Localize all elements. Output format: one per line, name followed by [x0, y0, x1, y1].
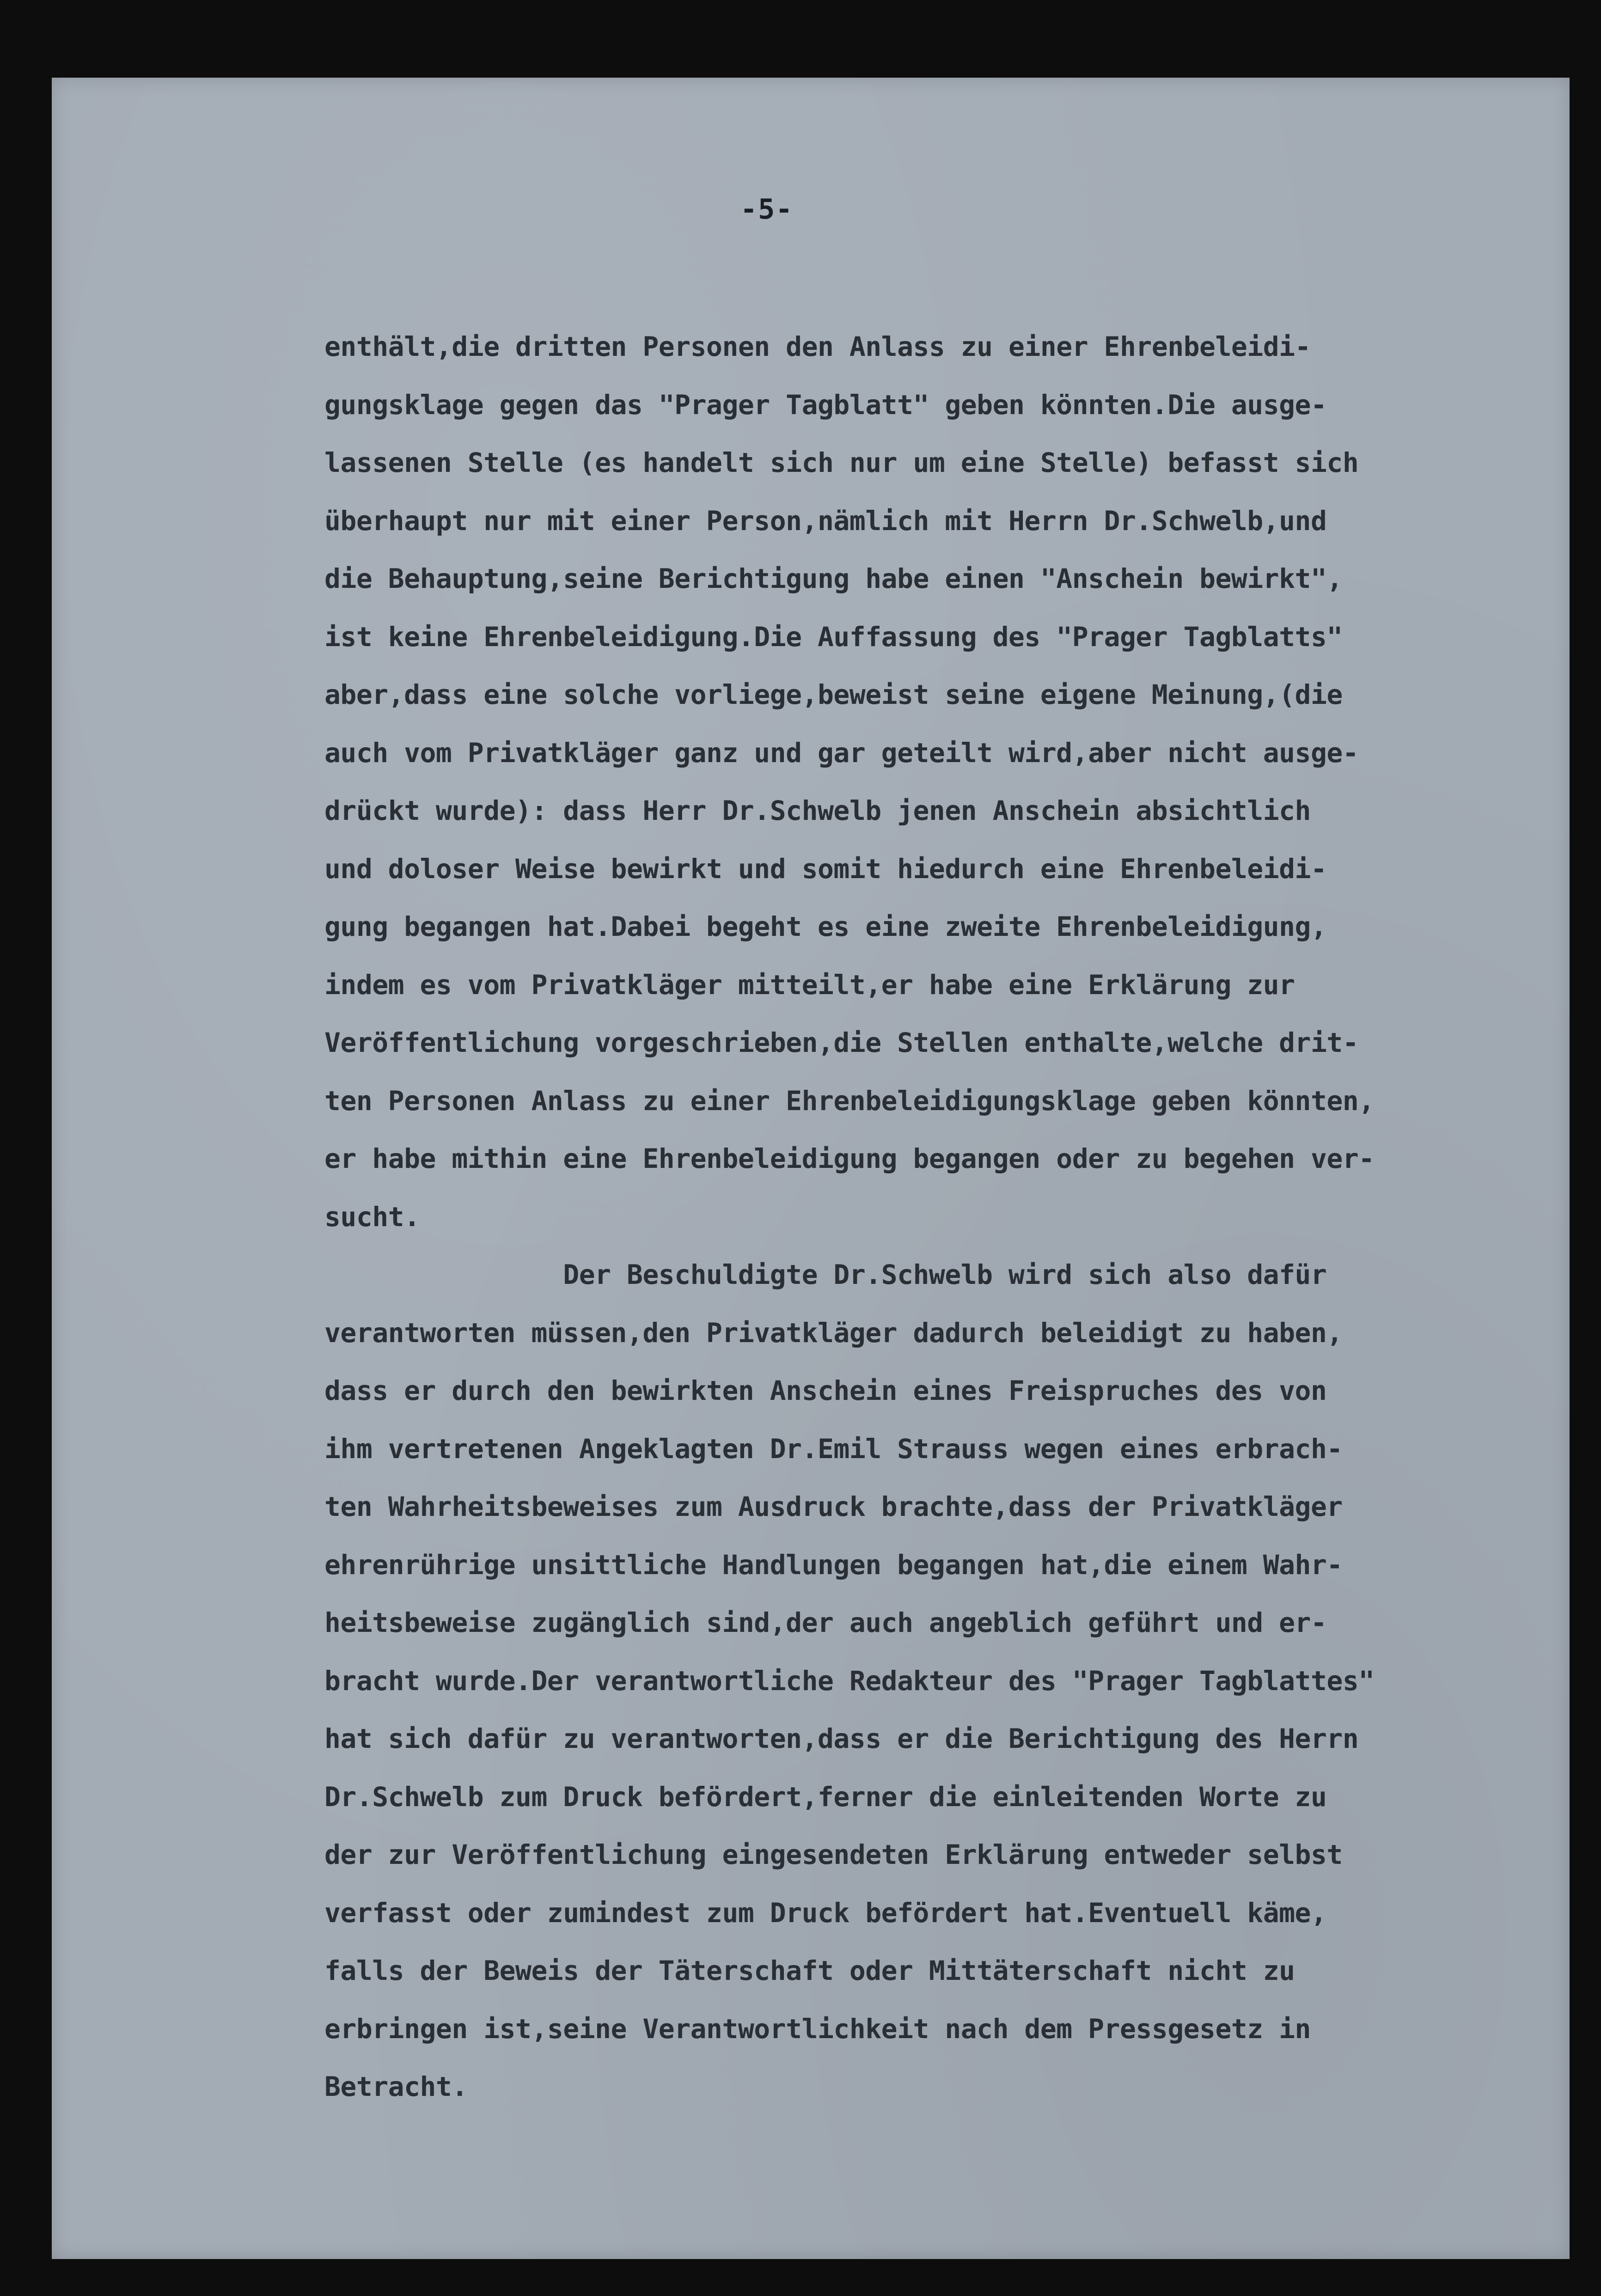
body-text: [324, 318, 1572, 2116]
text-line: er habe mithin eine Ehrenbeleidigung begangen oder zu begehen ver-: [324, 1143, 1375, 1174]
text-line: ihm vertretenen Angeklagten Dr.Emil Strauss wegen eines erbrach-: [324, 1433, 1343, 1465]
text-line: lassenen Stelle (es handelt sich nur um eine Stelle) befasst sich: [324, 447, 1359, 478]
text-line: und doloser Weise bewirkt und somit hiedurch eine Ehrenbeleidi-: [324, 853, 1327, 885]
text-line: drückt wurde): dass Herr Dr.Schwelb jenen Anschein absichtlich: [324, 795, 1311, 826]
text-line: erbringen ist,seine Verantwortlichkeit nach dem Pressgesetz in: [324, 2013, 1311, 2045]
text-line: dass er durch den bewirkten Anschein eines Freispruches des von: [324, 1375, 1327, 1406]
text-line: hat sich dafür zu verantworten,dass er die Berichtigung des Herrn: [324, 1723, 1359, 1754]
text-line: ist keine Ehrenbeleidigung.Die Auffassung des "Prager Tagblatts": [324, 621, 1343, 653]
text-line: sucht.: [324, 1201, 420, 1233]
text-line: Veröffentlichung vorgeschrieben,die Stellen enthalte,welche drit-: [324, 1027, 1359, 1058]
text-line: Dr.Schwelb zum Druck befördert,ferner die einleitenden Worte zu: [324, 1781, 1327, 1813]
text-line: gung begangen hat.Dabei begeht es eine zweite Ehrenbeleidigung,: [324, 911, 1327, 942]
text-line: verfasst oder zumindest zum Druck befördert hat.Eventuell käme,: [324, 1897, 1327, 1929]
text-line: Der Beschuldigte Dr.Schwelb wird sich also dafür: [324, 1259, 1327, 1290]
text-line: gungsklage gegen das "Prager Tagblatt" geben könnten.Die ausge-: [324, 389, 1327, 421]
text-line: falls der Beweis der Täterschaft oder Mittäterschaft nicht zu: [324, 1955, 1295, 1986]
text-line: verantworten müssen,den Privatkläger dadurch beleidigt zu haben,: [324, 1317, 1343, 1349]
text-line: überhaupt nur mit einer Person,nämlich mit Herrn Dr.Schwelb,und: [324, 505, 1327, 537]
text-line: auch vom Privatkläger ganz und gar geteilt wird,aber nicht ausge-: [324, 737, 1359, 769]
text-line: aber,dass eine solche vorliege,beweist seine eigene Meinung,(die: [324, 679, 1343, 710]
text-line: ten Personen Anlass zu einer Ehrenbeleidigungsklage geben könnten,: [324, 1085, 1375, 1117]
text-line: enthält,die dritten Personen den Anlass zu einer Ehrenbeleidi-: [324, 331, 1311, 362]
text-line: ehrenrührige unsittliche Handlungen begangen hat,die einem Wahr-: [324, 1549, 1343, 1581]
text-line: heitsbeweise zugänglich sind,der auch angeblich geführt und er-: [324, 1607, 1327, 1638]
document-page: [52, 78, 1570, 2259]
text-line: der zur Veröffentlichung eingesendeten Erklärung entweder selbst: [324, 1839, 1343, 1870]
text-line: Betracht.: [324, 2071, 468, 2102]
text-line: indem es vom Privatkläger mitteilt,er habe eine Erklärung zur: [324, 969, 1295, 1001]
text-line: die Behauptung,seine Berichtigung habe einen "Anschein bewirkt",: [324, 563, 1343, 594]
page-number: -5-: [740, 193, 794, 226]
text-line: bracht wurde.Der verantwortliche Redakteur des "Prager Tagblattes": [324, 1665, 1375, 1697]
text-line: ten Wahrheitsbeweises zum Ausdruck brachte,dass der Privatkläger: [324, 1491, 1343, 1522]
